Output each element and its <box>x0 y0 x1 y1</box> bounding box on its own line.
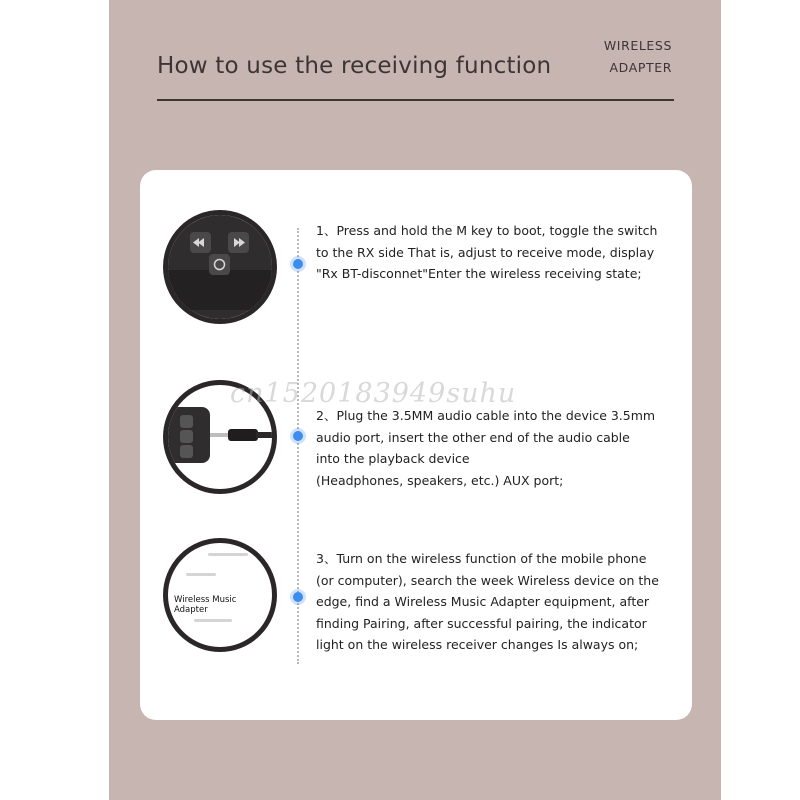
step-marker-3 <box>293 592 303 602</box>
step-3-text: 3、Turn on the wireless function of the mobile phone (or computer), search the week Wireless device on the edge, find a Wireless Music Adapter equipment, after finding Pairing, after successful pairing, the indicator light on the wireless receiver changes Is always on; <box>316 551 659 652</box>
step-image-device-buttons <box>163 210 277 324</box>
step-marker-1 <box>293 259 303 269</box>
list-placeholder-1 <box>208 553 248 556</box>
step-1-text: 1、Press and hold the M key to boot, toggle the switch to the RX side That is, adjust to receive mode, display "Rx BT-disconnet"Enter the wireless receiving state; <box>316 223 658 281</box>
page-title: How to use the receiving function <box>157 53 552 79</box>
list-placeholder-3 <box>194 619 232 622</box>
device-buttons-icon <box>168 215 272 319</box>
list-placeholder-2 <box>186 573 216 576</box>
step-image-device-list <box>163 538 277 652</box>
brand-label <box>604 35 672 79</box>
watermark: cn1520183949suhu <box>230 378 517 409</box>
device-list-item: Wireless Music Adapter <box>174 595 237 615</box>
step-marker-2 <box>293 431 303 441</box>
step-2-text: 2、Plug the 3.5MM audio cable into the device 3.5mm audio port, insert the other end of the audio cable into the playback device (Headphones, speakers, etc.) AUX port; <box>316 408 656 488</box>
brand-line1: WIRELESS <box>603 38 672 53</box>
brand-line2: ADAPTER <box>609 60 672 75</box>
header-divider <box>157 99 674 101</box>
